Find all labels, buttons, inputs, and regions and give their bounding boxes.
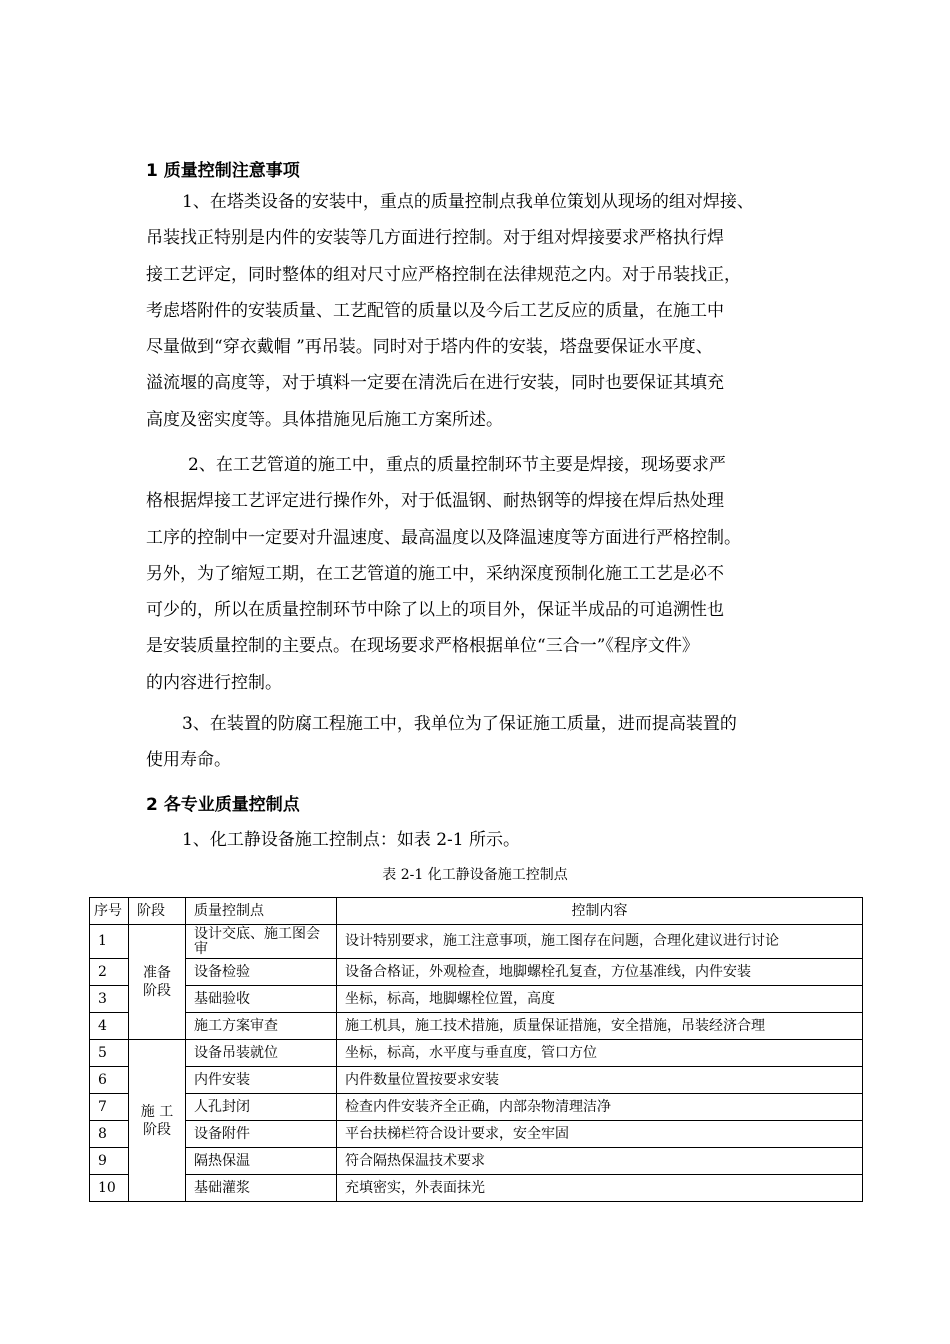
header-control-point: 质量控制点: [186, 898, 337, 925]
paragraph-line: 尽量做到“穿衣戴帽 ”再吊装。同时对于塔内件的安装，塔盘要保证水平度、: [146, 337, 713, 358]
row-number: 4: [90, 1013, 129, 1040]
control-content: 坐标，标高，水平度与垂直度，管口方位: [337, 1040, 863, 1067]
paragraph-line: 2、在工艺管道的施工中，重点的质量控制环节主要是焊接，现场要求严: [188, 455, 726, 475]
row-number: 2: [90, 959, 129, 986]
header-stage: 阶段: [129, 898, 186, 925]
paragraph-3: [146, 706, 826, 779]
control-content: 施工机具，施工技术措施，质量保证措施，安全措施，吊装经济合理: [337, 1013, 863, 1040]
paragraph-line: 的内容进行控制。: [146, 672, 282, 693]
control-content: 检查内件安装齐全正确，内部杂物清理洁净: [337, 1094, 863, 1121]
table-row: [90, 986, 863, 1013]
stage-cell: 准备阶段: [129, 925, 186, 1040]
paragraph-line: 使用寿命。: [146, 750, 231, 771]
stage-cell: 施 工阶段: [129, 1040, 186, 1202]
control-point: 内件安装: [186, 1067, 337, 1094]
quality-control-table: [89, 897, 863, 1202]
paragraph-line: 高度及密实度等。具体措施见后施工方案所述。: [146, 409, 503, 430]
table-row: [90, 1013, 863, 1040]
paragraph-line: 接工艺评定，同时整体的组对尺寸应严格控制在法律规范之内。对于吊装找正，: [146, 264, 741, 285]
control-point: 设备检验: [186, 959, 337, 986]
paragraph-line: 工序的控制中一定要对升温速度、最高温度以及降温速度等方面进行严格控制。: [146, 527, 741, 548]
row-number: 6: [90, 1067, 129, 1094]
paragraph-line: 格根据焊接工艺评定进行操作外，对于低温钢、耐热钢等的焊接在焊后热处理: [146, 491, 724, 512]
control-point: 施工方案审查: [186, 1013, 337, 1040]
section-2-heading: 2 各专业质量控制点: [146, 795, 300, 815]
paragraph-4: [146, 822, 826, 858]
table-row: [90, 925, 863, 959]
paragraph-line: 溢流堰的高度等，对于填料一定要在清洗后在进行安装，同时也要保证其填充: [146, 373, 724, 394]
paragraph-line: 1、在塔类设备的安装中，重点的质量控制点我单位策划从现场的组对焊接、: [182, 192, 754, 212]
paragraph-line: 吊装找正特别是内件的安装等几方面进行控制。对于组对焊接要求严格执行焊: [146, 228, 724, 249]
table-row: [90, 1121, 863, 1148]
section-1-heading: 1 质量控制注意事项: [146, 161, 300, 181]
control-content: 符合隔热保温技术要求: [337, 1148, 863, 1175]
table-row: [90, 1040, 863, 1067]
table-row: [90, 1094, 863, 1121]
header-number: 序号: [90, 898, 129, 925]
control-content: 充填密实，外表面抹光: [337, 1175, 863, 1202]
header-control-content: 控制内容: [337, 898, 863, 925]
row-number: 3: [90, 986, 129, 1013]
control-point: 设计交底、施工图会审: [186, 925, 337, 959]
control-point: 设备吊装就位: [186, 1040, 337, 1067]
row-number: 8: [90, 1121, 129, 1148]
table-header-row: [90, 898, 863, 925]
paragraph-line: 1、化工静设备施工控制点：如表 2-1 所示。: [182, 830, 520, 850]
control-point: 设备附件: [186, 1121, 337, 1148]
paragraph-line: 另外，为了缩短工期，在工艺管道的施工中，采纳深度预制化施工工艺是必不: [146, 563, 724, 584]
table-row: [90, 1175, 863, 1202]
table-caption: 表 2-1 化工静设备施工控制点: [382, 867, 568, 883]
control-content: 内件数量位置按要求安装: [337, 1067, 863, 1094]
control-content: 设备合格证，外观检查，地脚螺栓孔复查，方位基准线，内件安装: [337, 959, 863, 986]
paragraph-line: 可少的，所以在质量控制环节中除了以上的项目外，保证半成品的可追溯性也: [146, 600, 724, 621]
table-row: [90, 1148, 863, 1175]
row-number: 1: [90, 925, 129, 959]
control-point: 人孔封闭: [186, 1094, 337, 1121]
paragraph-1: [146, 184, 826, 438]
row-number: 10: [90, 1175, 129, 1202]
row-number: 7: [90, 1094, 129, 1121]
paragraph-line: 是安装质量控制的主要点。在现场要求严格根据单位“三合一”《程序文件》: [146, 636, 699, 657]
control-point: 基础灌浆: [186, 1175, 337, 1202]
row-number: 9: [90, 1148, 129, 1175]
control-point: 隔热保温: [186, 1148, 337, 1175]
control-content: 平台扶梯栏符合设计要求，安全牢固: [337, 1121, 863, 1148]
paragraph-2: [146, 447, 826, 701]
table-row: [90, 1067, 863, 1094]
row-number: 5: [90, 1040, 129, 1067]
paragraph-line: 3、在装置的防腐工程施工中，我单位为了保证施工质量，进而提高装置的: [182, 714, 737, 734]
control-content: 设计特别要求，施工注意事项，施工图存在问题，合理化建议进行讨论: [337, 925, 863, 959]
table-row: [90, 959, 863, 986]
control-content: 坐标，标高，地脚螺栓位置，高度: [337, 986, 863, 1013]
paragraph-line: 考虑塔附件的安装质量、工艺配管的质量以及今后工艺反应的质量，在施工中: [146, 300, 724, 321]
control-point: 基础验收: [186, 986, 337, 1013]
